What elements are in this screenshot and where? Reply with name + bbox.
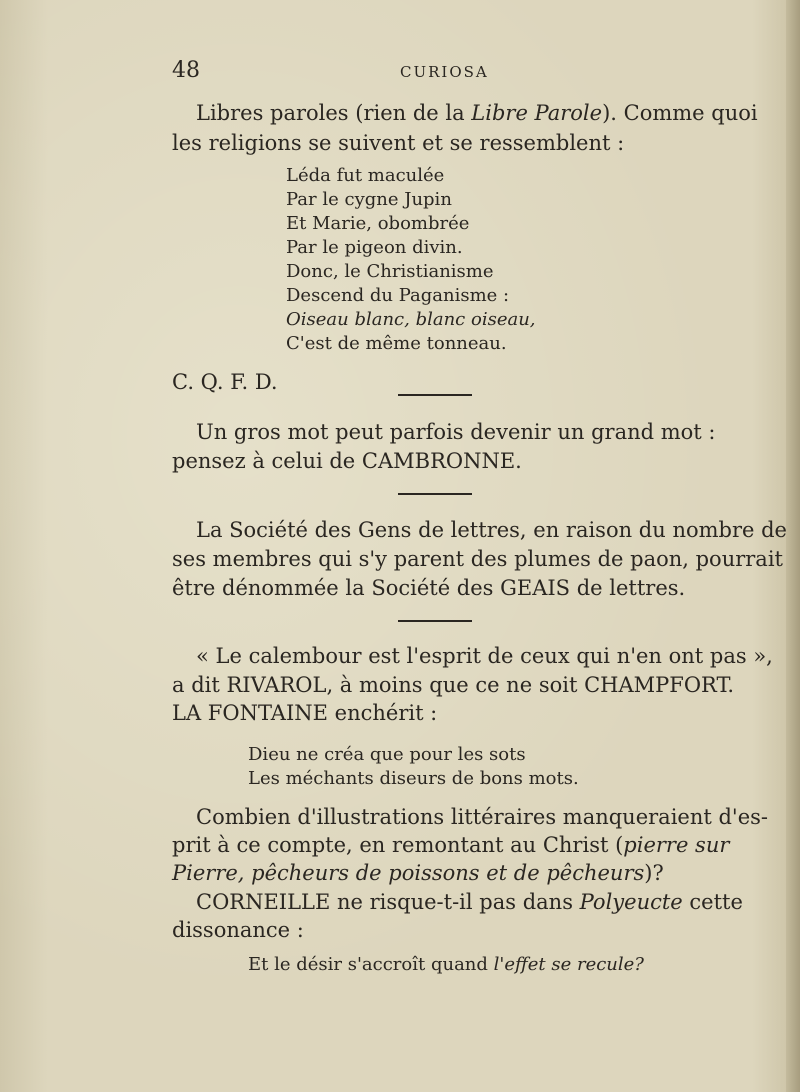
verse-line: C'est de même tonneau. [286, 333, 507, 354]
paragraph-line: LA FONTAINE enchérit : [172, 701, 438, 725]
italic-text: pierre sur [623, 833, 730, 857]
paragraph-line: être dénommée la Société des GEAIS de lettres. [172, 576, 686, 600]
paragraph-line [196, 101, 758, 125]
paragraph-line: Un gros mot peut parfois devenir un grand mot : [196, 420, 716, 444]
separator-rule [398, 620, 472, 622]
verse-line: Par le cygne Jupin [286, 189, 452, 210]
verse-line: Oiseau blanc, blanc oiseau, [286, 309, 536, 330]
italic-title: Polyeucte [579, 890, 683, 914]
verse-line: Léda fut maculée [286, 165, 445, 186]
paragraph-line [196, 890, 743, 914]
paragraph-line: La Société des Gens de lettres, en raison du nombre de [196, 518, 787, 542]
text-run: Et le désir s'accroît quand [248, 954, 494, 975]
verse-line: Descend du Paganisme : [286, 285, 510, 306]
paragraph-line: ses membres qui s'y parent des plumes de paon, pourrait [172, 547, 783, 571]
paragraph-line: les religions se suivent et se ressemblent : [172, 131, 625, 155]
page-edge [786, 0, 800, 1092]
paragraph-line: Combien d'illustrations littéraires manqueraient d'es- [196, 805, 768, 829]
text-run: Libres paroles (rien de la [196, 101, 472, 125]
paragraph-line: a dit RIVAROL, à moins que ce ne soit CHAMPFORT. [172, 673, 735, 697]
verse-line: Les méchants diseurs de bons mots. [248, 768, 579, 789]
verse-line: Et Marie, obombrée [286, 213, 470, 234]
verse-line: Dieu ne créa que pour les sots [248, 744, 526, 765]
cqfd: C. Q. F. D. [172, 370, 278, 394]
page-number: 48 [172, 58, 200, 83]
verse-line: Par le pigeon divin. [286, 237, 463, 258]
italic-title: Libre Parole [471, 101, 603, 125]
paragraph-line: dissonance : [172, 918, 304, 942]
verse-line [248, 954, 644, 975]
text-run: prit à ce compte, en remontant au Christ ( [172, 833, 624, 857]
paragraph-line [172, 861, 664, 885]
paragraph-line [172, 833, 729, 857]
running-title: CURIOSA [400, 63, 489, 81]
text-run: cette [682, 890, 743, 914]
verse-line: Donc, le Christianisme [286, 261, 494, 282]
text-run: )? [644, 861, 664, 885]
separator-rule [398, 493, 472, 495]
italic-text: Pierre, pêcheurs de poissons et de pêcheurs [172, 861, 645, 885]
paragraph-line: « Le calembour est l'esprit de ceux qui n'en ont pas », [196, 644, 773, 668]
text-run: CORNEILLE ne risque-t-il pas dans [196, 890, 580, 914]
separator-rule [398, 394, 472, 396]
italic-text: l'effet se recule? [493, 954, 644, 975]
text-run: ). Comme quoi [602, 101, 758, 125]
paragraph-line: pensez à celui de CAMBRONNE. [172, 449, 522, 473]
